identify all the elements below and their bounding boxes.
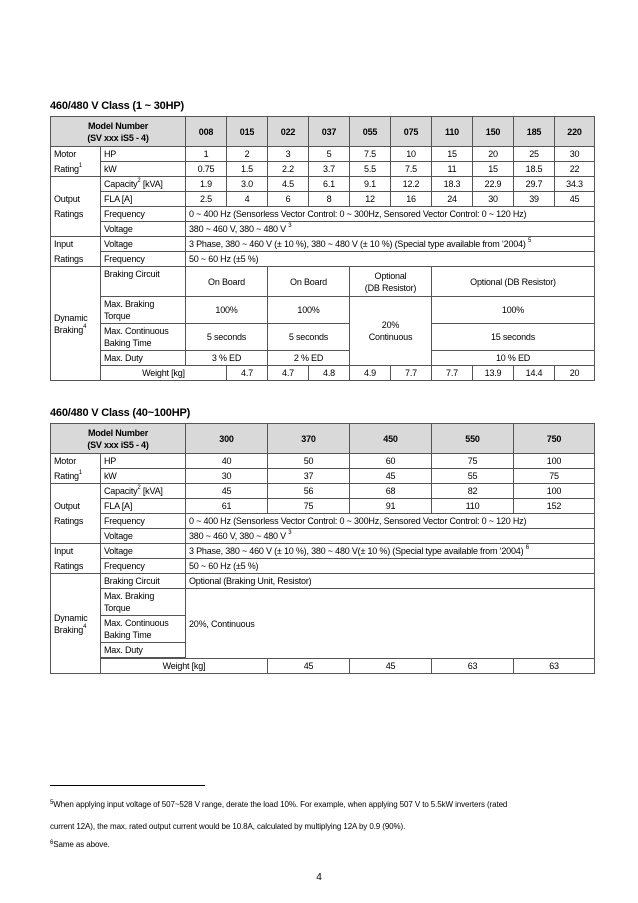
cell: 30 bbox=[473, 192, 514, 207]
cell: On Board bbox=[268, 267, 350, 297]
row-label: Voltage bbox=[101, 529, 186, 544]
cell: 3.7 bbox=[309, 162, 350, 177]
model-col: 220 bbox=[555, 117, 595, 147]
cell: 7.5 bbox=[350, 147, 391, 162]
output-group-cell bbox=[51, 484, 101, 499]
cell: 5 seconds bbox=[268, 324, 350, 351]
row-label: Weight [kg] bbox=[101, 659, 268, 674]
table1-title: 460/480 V Class (1 ~ 30HP) bbox=[50, 100, 184, 112]
output-ratings-label: Output bbox=[51, 192, 101, 207]
cell: 82 bbox=[432, 484, 514, 499]
max-duty-row bbox=[51, 351, 595, 366]
row-label: Max. Continuous Baking Time bbox=[101, 324, 186, 351]
cell: 56 bbox=[268, 484, 350, 499]
in-frequency-value: 50 ~ 60 Hz (±5 %) bbox=[186, 559, 595, 574]
footnote-5-cont: current 12A), the max. rated output current would be 10.8A, calculated by multiplying 12A by 0.9 (90%). bbox=[50, 822, 406, 831]
cell: 1 bbox=[186, 147, 227, 162]
model-col: 008 bbox=[186, 117, 227, 147]
footnote-5: $^5$When applying input voltage of 507~528 V range, derate the load 10%. For example, when applying 507 V to 5.5kW inverters (rated bbox=[50, 800, 508, 809]
cell: 18.5 bbox=[514, 162, 555, 177]
row-label: Max. Braking Torque bbox=[101, 297, 186, 324]
cell: 45 bbox=[555, 192, 595, 207]
cell: 0.75 bbox=[186, 162, 227, 177]
cell: 45 bbox=[268, 659, 350, 674]
out-frequency-value: 0 ~ 400 Hz (Sensorless Vector Control: 0 ~ 300Hz, Sensored Vector Control: 0 ~ 120 Hz) bbox=[186, 514, 595, 529]
input-ratings-label-2: Ratings bbox=[51, 252, 101, 267]
input-ratings-label: Input bbox=[51, 237, 101, 252]
cell: 22 bbox=[555, 162, 595, 177]
model-col: 370 bbox=[268, 424, 350, 454]
row-label: Braking Circuit bbox=[101, 574, 186, 589]
cell: Optional (Braking Unit, Resistor) bbox=[186, 574, 595, 589]
row-label: Capacity$^2$ [kVA] bbox=[101, 177, 186, 192]
cell: 1.5 bbox=[227, 162, 268, 177]
fla-row bbox=[51, 192, 595, 207]
cell: 75 bbox=[432, 454, 514, 469]
max-braking-torque-row bbox=[51, 297, 595, 324]
cell: 4.7 bbox=[227, 366, 268, 381]
cell: 68 bbox=[350, 484, 432, 499]
dynamic-braking-label: Dynamic Braking$^4$ bbox=[51, 267, 101, 381]
in-frequency-row bbox=[51, 559, 595, 574]
model-header-row bbox=[51, 117, 595, 147]
cell: 100 bbox=[514, 454, 595, 469]
footnote-separator bbox=[50, 785, 205, 786]
cell: 7.7 bbox=[432, 366, 473, 381]
hp-row bbox=[51, 454, 595, 469]
cell: 8 bbox=[309, 192, 350, 207]
cell: 2.5 bbox=[186, 192, 227, 207]
hp-row bbox=[51, 147, 595, 162]
row-label: HP bbox=[101, 147, 186, 162]
cell: 24 bbox=[432, 192, 473, 207]
cell: 14.4 bbox=[514, 366, 555, 381]
model-col: 022 bbox=[268, 117, 309, 147]
out-frequency-value: 0 ~ 400 Hz (Sensorless Vector Control: 0 ~ 300Hz, Sensored Vector Control: 0 ~ 120 Hz) bbox=[186, 207, 595, 222]
cell: 15 seconds bbox=[432, 324, 595, 351]
model-col: 185 bbox=[514, 117, 555, 147]
row-label: Max. Duty bbox=[101, 351, 186, 366]
cell: 61 bbox=[186, 499, 268, 514]
in-voltage-row bbox=[51, 237, 595, 252]
cell: 2 % ED bbox=[268, 351, 350, 366]
table2-title: 460/480 V Class (40~100HP) bbox=[50, 407, 191, 419]
row-label: Weight [kg] bbox=[101, 366, 227, 381]
in-frequency-value: 50 ~ 60 Hz (±5 %) bbox=[186, 252, 595, 267]
motor-rating-label-2: Rating$^1$ bbox=[51, 162, 101, 177]
cell: 10 bbox=[391, 147, 432, 162]
cell: 3 bbox=[268, 147, 309, 162]
model-col: 055 bbox=[350, 117, 391, 147]
output-ratings-label: Output bbox=[51, 499, 101, 514]
cell: 9.1 bbox=[350, 177, 391, 192]
cell: 100 bbox=[514, 484, 595, 499]
row-label: Voltage bbox=[101, 544, 186, 559]
out-voltage-value: 380 ~ 460 V, 380 ~ 480 V $^3$ bbox=[186, 529, 595, 544]
cell: 30 bbox=[555, 147, 595, 162]
motor-rating-label-2: Rating$^1$ bbox=[51, 469, 101, 484]
in-voltage-value: 3 Phase, 380 ~ 460 V (± 10 %), 380 ~ 480 V(± 10 %) (Special type available from ‘2004) $^6$ bbox=[186, 544, 595, 559]
cell: 50 bbox=[268, 454, 350, 469]
cell: 11 bbox=[432, 162, 473, 177]
row-label: HP bbox=[101, 454, 186, 469]
model-col: 110 bbox=[432, 117, 473, 147]
cell: 16 bbox=[391, 192, 432, 207]
cell: 4.8 bbox=[309, 366, 350, 381]
row-label: Max. Duty bbox=[101, 643, 186, 658]
out-frequency-row bbox=[51, 514, 595, 529]
model-col: 037 bbox=[309, 117, 350, 147]
cell: 5 bbox=[309, 147, 350, 162]
cell: On Board bbox=[186, 267, 268, 297]
cell: Optional (DB Resistor) bbox=[432, 267, 595, 297]
spec-table-40-100hp bbox=[50, 423, 595, 674]
row-label: Voltage bbox=[101, 222, 186, 237]
model-col: 750 bbox=[514, 424, 595, 454]
weight-row bbox=[51, 659, 595, 674]
row-label: Frequency bbox=[101, 514, 186, 529]
cell: 30 bbox=[186, 469, 268, 484]
footnote-6: $^6$Same as above. bbox=[50, 840, 110, 849]
cell: 152 bbox=[514, 499, 595, 514]
cell: 7.5 bbox=[391, 162, 432, 177]
cell: 5 seconds bbox=[186, 324, 268, 351]
row-label: Capacity$^2$ [kVA] bbox=[101, 484, 186, 499]
output-group-cell bbox=[51, 529, 101, 544]
page-number: 4 bbox=[316, 872, 322, 883]
row-label: kW bbox=[101, 162, 186, 177]
cell: 60 bbox=[350, 454, 432, 469]
row-label: Frequency bbox=[101, 559, 186, 574]
cell: 10 % ED bbox=[432, 351, 595, 366]
output-group-cell bbox=[51, 177, 101, 192]
capacity-row bbox=[51, 484, 595, 499]
cell: 91 bbox=[350, 499, 432, 514]
cell: 12 bbox=[350, 192, 391, 207]
cell: 18.3 bbox=[432, 177, 473, 192]
in-voltage-value: 3 Phase, 380 ~ 460 V (± 10 %), 380 ~ 480 V (± 10 %) (Special type available from ‘2004) $^5$ bbox=[186, 237, 595, 252]
braking-value-cell: 20%, Continuous bbox=[186, 589, 595, 659]
cell: 5.5 bbox=[350, 162, 391, 177]
model-col: 450 bbox=[350, 424, 432, 454]
cell: 75 bbox=[268, 499, 350, 514]
cell: 45 bbox=[350, 469, 432, 484]
row-label: Max. Braking Torque bbox=[101, 589, 186, 616]
cell: 20 bbox=[473, 147, 514, 162]
cell: 1.9 bbox=[186, 177, 227, 192]
model-number-header: Model Number (SV xxx iS5 - 4) bbox=[51, 424, 186, 454]
cell: 4.5 bbox=[268, 177, 309, 192]
motor-rating-label: Motor bbox=[51, 454, 101, 469]
braking-circuit-row bbox=[51, 267, 595, 297]
row-label: Max. Continuous Baking Time bbox=[101, 616, 186, 643]
output-ratings-label-2: Ratings bbox=[51, 514, 101, 529]
model-col: 300 bbox=[186, 424, 268, 454]
row-label: Braking Circuit bbox=[101, 267, 186, 297]
model-number-header: Model Number (SV xxx iS5 - 4) bbox=[51, 117, 186, 147]
fla-row bbox=[51, 499, 595, 514]
kw-row bbox=[51, 469, 595, 484]
cell: 75 bbox=[514, 469, 595, 484]
cell: 25 bbox=[514, 147, 555, 162]
cell: 15 bbox=[473, 162, 514, 177]
row-label: Frequency bbox=[101, 207, 186, 222]
cell: 100% bbox=[186, 297, 268, 324]
row-label: FLA [A] bbox=[101, 499, 186, 514]
cell: 2.2 bbox=[268, 162, 309, 177]
cell: 3.0 bbox=[227, 177, 268, 192]
cell: 55 bbox=[432, 469, 514, 484]
cell: 29.7 bbox=[514, 177, 555, 192]
in-frequency-row bbox=[51, 252, 595, 267]
cell: 45 bbox=[186, 484, 268, 499]
output-group-cell bbox=[51, 222, 101, 237]
max-continuous-row bbox=[51, 324, 595, 351]
cell: 7.7 bbox=[391, 366, 432, 381]
cell: 110 bbox=[432, 499, 514, 514]
model-col: 075 bbox=[391, 117, 432, 147]
cell: 37 bbox=[268, 469, 350, 484]
cell: 40 bbox=[186, 454, 268, 469]
out-voltage-row bbox=[51, 529, 595, 544]
cell: 39 bbox=[514, 192, 555, 207]
row-label: Voltage bbox=[101, 237, 186, 252]
cell: Optional (DB Resistor) bbox=[350, 267, 432, 297]
in-voltage-row bbox=[51, 544, 595, 559]
out-voltage-row bbox=[51, 222, 595, 237]
out-voltage-value: 380 ~ 460 V, 380 ~ 480 V $^3$ bbox=[186, 222, 595, 237]
row-label: FLA [A] bbox=[101, 192, 186, 207]
model-header-row bbox=[51, 424, 595, 454]
cell: 34.3 bbox=[555, 177, 595, 192]
row-label: kW bbox=[101, 469, 186, 484]
max-braking-torque-row bbox=[51, 589, 595, 616]
motor-rating-label: Motor bbox=[51, 147, 101, 162]
spec-table-1-30hp bbox=[50, 116, 595, 381]
cell: 45 bbox=[350, 659, 432, 674]
model-col: 150 bbox=[473, 117, 514, 147]
cell: 20% Continuous bbox=[350, 297, 432, 366]
cell: 4.7 bbox=[268, 366, 309, 381]
cell: 20 bbox=[555, 366, 595, 381]
model-col: 015 bbox=[227, 117, 268, 147]
cell: 12.2 bbox=[391, 177, 432, 192]
cell: 6.1 bbox=[309, 177, 350, 192]
model-col: 550 bbox=[432, 424, 514, 454]
cell: 100% bbox=[432, 297, 595, 324]
cell: 13.9 bbox=[473, 366, 514, 381]
out-frequency-row bbox=[51, 207, 595, 222]
weight-row bbox=[51, 366, 595, 381]
input-ratings-label: Input bbox=[51, 544, 101, 559]
dynamic-braking-label: Dynamic Braking$^4$ bbox=[51, 574, 101, 674]
cell: 15 bbox=[432, 147, 473, 162]
cell: 3 % ED bbox=[186, 351, 268, 366]
cell: 63 bbox=[432, 659, 514, 674]
cell: 2 bbox=[227, 147, 268, 162]
cell: 100% bbox=[268, 297, 350, 324]
cell: 22.9 bbox=[473, 177, 514, 192]
cell: 63 bbox=[514, 659, 595, 674]
capacity-row bbox=[51, 177, 595, 192]
cell: 4.9 bbox=[350, 366, 391, 381]
kw-row bbox=[51, 162, 595, 177]
row-label: Frequency bbox=[101, 252, 186, 267]
braking-circuit-row bbox=[51, 574, 595, 589]
cell: 4 bbox=[227, 192, 268, 207]
input-ratings-label-2: Ratings bbox=[51, 559, 101, 574]
output-ratings-label-2: Ratings bbox=[51, 207, 101, 222]
cell: 6 bbox=[268, 192, 309, 207]
